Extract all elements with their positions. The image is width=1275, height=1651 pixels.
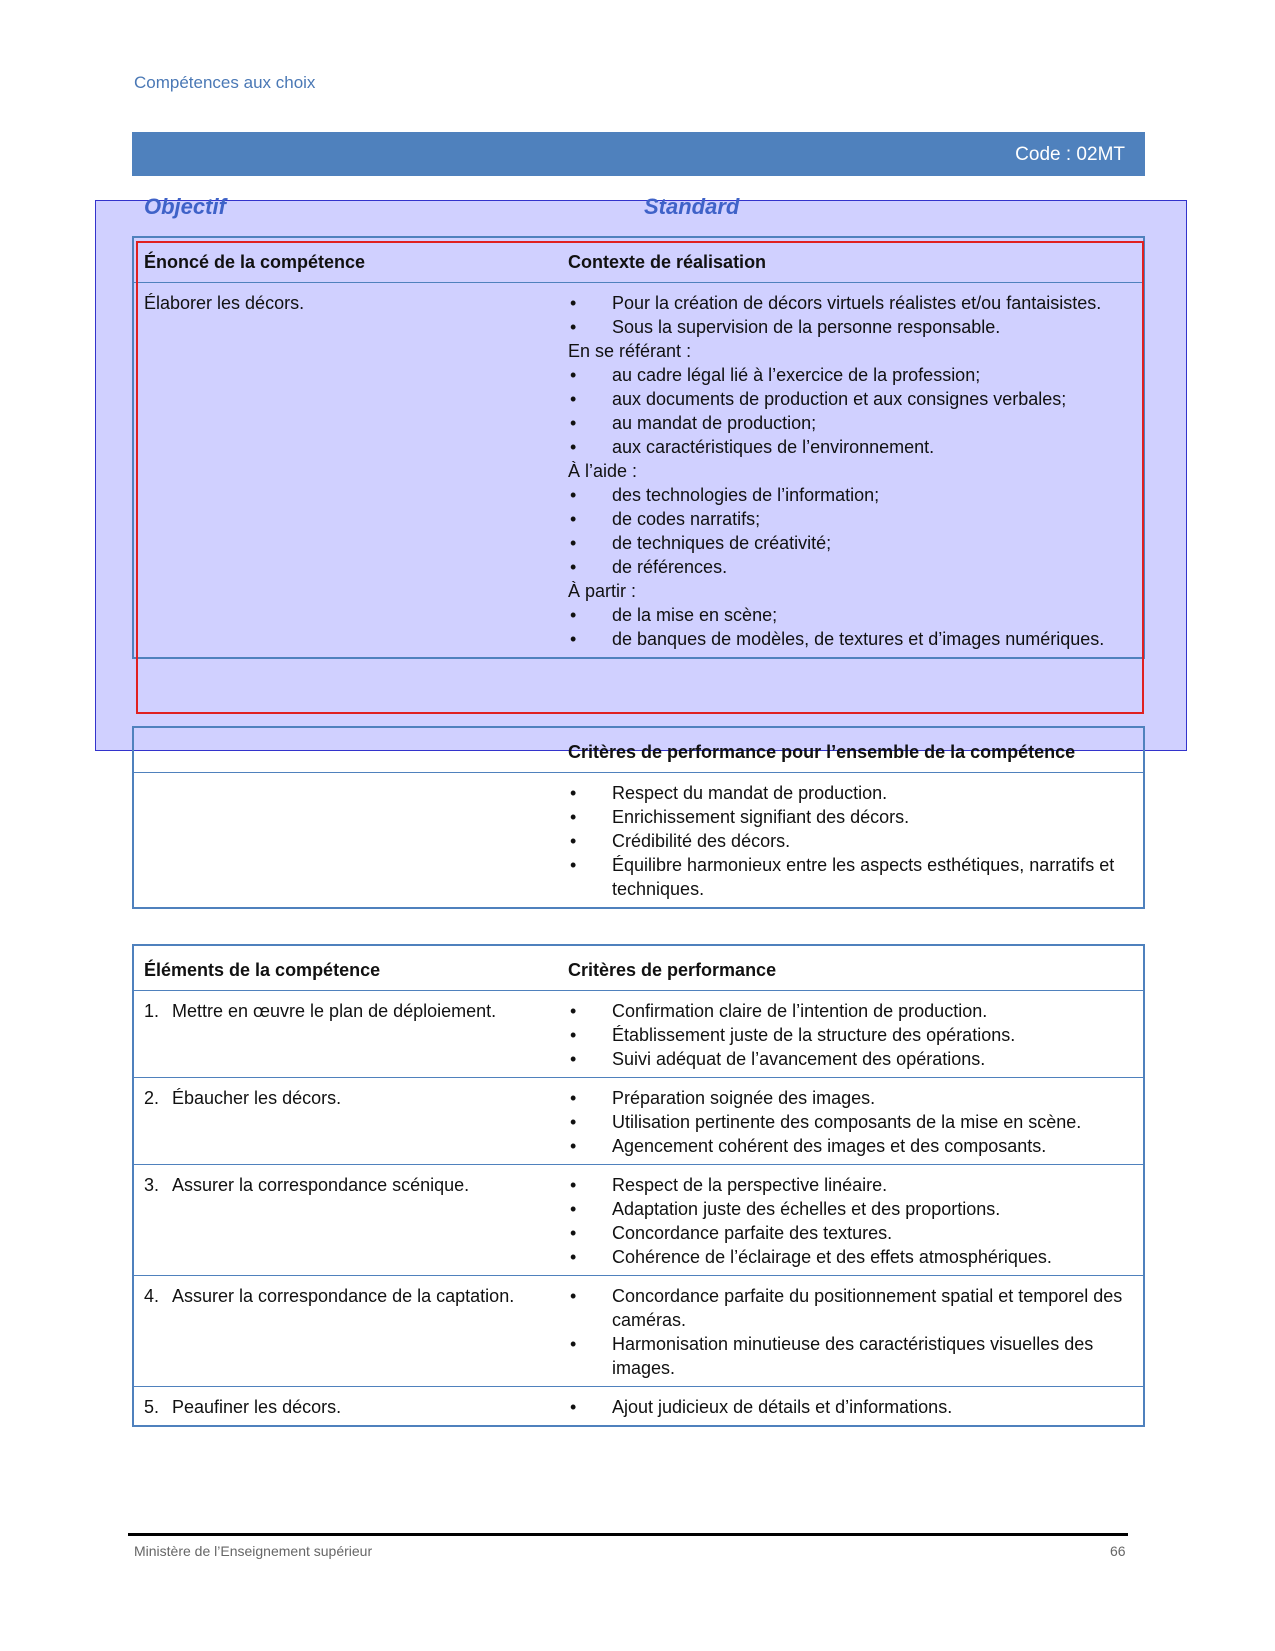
program-code: Code : 02MT xyxy=(1015,144,1125,165)
context-bullet-text: au cadre légal lié à l’exercice de la profession; xyxy=(612,365,981,385)
global-criterion-item xyxy=(568,829,1133,853)
criterion-text: Harmonisation minutieuse des caractéristiques visuelles des images. xyxy=(612,1334,1094,1378)
global-criterion-text: Crédibilité des décors. xyxy=(612,831,791,851)
criterion-text: Suivi adéquat de l’avancement des opérations. xyxy=(612,1049,986,1069)
criteria-cell xyxy=(568,1165,1144,1276)
element-item xyxy=(144,999,568,1023)
bullet-icon: • xyxy=(570,807,577,827)
context-bullet-text: de la mise en scène; xyxy=(612,605,778,625)
bullet-icon: • xyxy=(570,1049,577,1069)
criteria-cell xyxy=(568,991,1144,1078)
element-cell xyxy=(133,1387,568,1427)
element-cell xyxy=(133,991,568,1078)
header-elements: Éléments de la compétence xyxy=(133,945,568,991)
element-item xyxy=(144,1284,568,1308)
bullet-icon: • xyxy=(570,1175,577,1195)
bullet-icon: • xyxy=(570,1334,577,1354)
context-bullet-item xyxy=(568,555,1133,579)
bullet-icon: • xyxy=(570,413,577,433)
element-number: 4. xyxy=(144,1286,160,1306)
criterion-text: Cohérence de l’éclairage et des effets atmosphériques. xyxy=(612,1247,1052,1267)
header-criteria: Critères de performance xyxy=(568,945,1144,991)
element-text: Mettre en œuvre le plan de déploiement. xyxy=(172,1001,497,1021)
criterion-item xyxy=(568,1221,1133,1245)
context-bullet-item xyxy=(568,435,1133,459)
empty-cell xyxy=(133,727,568,773)
context-bullet-text: de banques de modèles, de textures et d’images numériques. xyxy=(612,629,1105,649)
element-cell xyxy=(133,1276,568,1387)
criterion-text: Confirmation claire de l’intention de production. xyxy=(612,1001,988,1021)
bullet-icon: • xyxy=(570,389,577,409)
table-row xyxy=(133,1078,1144,1165)
element-number: 3. xyxy=(144,1175,160,1195)
criterion-text: Respect de la perspective linéaire. xyxy=(612,1175,888,1195)
criterion-text: Adaptation juste des échelles et des proportions. xyxy=(612,1199,1001,1219)
bullet-icon: • xyxy=(570,485,577,505)
context-bullet-item xyxy=(568,315,1133,339)
context-intro-line: En se référant : xyxy=(568,341,692,361)
enonce-text: Élaborer les décors. xyxy=(144,293,305,313)
criterion-text: Agencement cohérent des images et des composants. xyxy=(612,1136,1047,1156)
standard-label: Standard xyxy=(644,194,740,219)
table-row xyxy=(133,1276,1144,1387)
bullet-icon: • xyxy=(570,533,577,553)
criterion-item xyxy=(568,1110,1133,1134)
criteria-cell xyxy=(568,1078,1144,1165)
context-intro-line: À partir : xyxy=(568,581,637,601)
context-bullet-item xyxy=(568,291,1133,315)
elements-table xyxy=(132,944,1145,1427)
footer-divider xyxy=(128,1533,1128,1536)
criterion-item xyxy=(568,1173,1133,1197)
bullet-icon: • xyxy=(570,1247,577,1267)
global-criterion-item xyxy=(568,853,1133,901)
criterion-item xyxy=(568,1086,1133,1110)
context-bullet-text: aux documents de production et aux consignes verbales; xyxy=(612,389,1067,409)
context-bullet-text: aux caractéristiques de l’environnement. xyxy=(612,437,935,457)
context-bullet-item xyxy=(568,483,1133,507)
footer-ministry: Ministère de l’Enseignement supérieur xyxy=(134,1543,373,1559)
bullet-icon: • xyxy=(570,1025,577,1045)
header-enonce: Énoncé de la compétence xyxy=(133,237,568,283)
criterion-item xyxy=(568,1023,1133,1047)
header-contexte: Contexte de réalisation xyxy=(568,237,1144,283)
table-header-row xyxy=(133,237,1144,283)
criterion-item xyxy=(568,999,1133,1023)
bullet-icon: • xyxy=(570,1199,577,1219)
page-number: 66 xyxy=(1110,1543,1126,1559)
context-bullet-item xyxy=(568,507,1133,531)
criterion-text: Préparation soignée des images. xyxy=(612,1088,876,1108)
table-row xyxy=(133,1165,1144,1276)
section-label: Compétences aux choix xyxy=(134,73,316,92)
context-bullet-item xyxy=(568,627,1133,651)
global-criterion-item xyxy=(568,781,1133,805)
table-header-row xyxy=(133,727,1144,773)
context-bullet-text: de codes narratifs; xyxy=(612,509,761,529)
bullet-icon: • xyxy=(570,1397,577,1417)
objective-heading xyxy=(144,194,740,220)
bullet-icon: • xyxy=(570,605,577,625)
global-criterion-text: Équilibre harmonieux entre les aspects esthétiques, narratifs et techniques. xyxy=(612,855,1115,899)
empty-cell xyxy=(133,773,568,909)
global-criterion-text: Enrichissement signifiant des décors. xyxy=(612,807,910,827)
element-cell xyxy=(133,1165,568,1276)
bullet-icon: • xyxy=(570,293,577,313)
element-item xyxy=(144,1395,568,1419)
criterion-text: Utilisation pertinente des composants de la mise en scène. xyxy=(612,1112,1082,1132)
criterion-text: Concordance parfaite du positionnement spatial et temporel des caméras. xyxy=(612,1286,1123,1330)
context-bullet-item xyxy=(568,387,1133,411)
criteria-cell xyxy=(568,1276,1144,1387)
context-bullet-item xyxy=(568,363,1133,387)
global-criterion-item xyxy=(568,805,1133,829)
context-bullet-text: de références. xyxy=(612,557,728,577)
criterion-item xyxy=(568,1245,1133,1269)
bullet-icon: • xyxy=(570,1223,577,1243)
context-bullet-text: au mandat de production; xyxy=(612,413,817,433)
element-cell xyxy=(133,1078,568,1165)
criterion-text: Établissement juste de la structure des opérations. xyxy=(612,1025,1016,1045)
bullet-icon: • xyxy=(570,365,577,385)
code-bar xyxy=(132,132,1145,176)
table-row xyxy=(133,283,1144,659)
bullet-icon: • xyxy=(570,317,577,337)
criterion-item xyxy=(568,1134,1133,1158)
criterion-item xyxy=(568,1284,1133,1332)
bullet-icon: • xyxy=(570,1286,577,1306)
bullet-icon: • xyxy=(570,557,577,577)
context-bullet-item xyxy=(568,531,1133,555)
header-global-criteria: Critères de performance pour l’ensemble de la compétence xyxy=(568,727,1144,773)
context-bullet-item xyxy=(568,603,1133,627)
element-text: Assurer la correspondance de la captation. xyxy=(172,1286,515,1306)
objectif-label: Objectif xyxy=(144,194,226,219)
element-text: Assurer la correspondance scénique. xyxy=(172,1175,470,1195)
criteria-cell xyxy=(568,1387,1144,1427)
bullet-icon: • xyxy=(570,1088,577,1108)
context-bullet-text: Pour la création de décors virtuels réalistes et/ou fantaisistes. xyxy=(612,293,1102,313)
element-number: 2. xyxy=(144,1088,160,1108)
criterion-text: Concordance parfaite des textures. xyxy=(612,1223,893,1243)
context-list xyxy=(568,283,1144,659)
element-text: Peaufiner les décors. xyxy=(172,1397,342,1417)
bullet-icon: • xyxy=(570,1112,577,1132)
global-criteria-table xyxy=(132,726,1145,909)
table-header-row xyxy=(133,945,1144,991)
bullet-icon: • xyxy=(570,831,577,851)
global-criteria-list xyxy=(568,773,1144,909)
bullet-icon: • xyxy=(570,437,577,457)
competence-table xyxy=(132,236,1145,659)
table-row xyxy=(133,1387,1144,1427)
bullet-icon: • xyxy=(570,1001,577,1021)
context-bullet-text: des technologies de l’information; xyxy=(612,485,880,505)
criterion-text: Ajout judicieux de détails et d’informations. xyxy=(612,1397,953,1417)
context-bullet-item xyxy=(568,411,1133,435)
context-bullet-text: Sous la supervision de la personne responsable. xyxy=(612,317,1001,337)
element-item xyxy=(144,1086,568,1110)
table-row xyxy=(133,991,1144,1078)
element-text: Ébaucher les décors. xyxy=(172,1088,342,1108)
element-number: 1. xyxy=(144,1001,160,1021)
criterion-item xyxy=(568,1047,1133,1071)
element-number: 5. xyxy=(144,1397,160,1417)
table-row xyxy=(133,773,1144,909)
context-bullet-text: de techniques de créativité; xyxy=(612,533,832,553)
criterion-item xyxy=(568,1197,1133,1221)
bullet-icon: • xyxy=(570,855,577,875)
bullet-icon: • xyxy=(570,629,577,649)
bullet-icon: • xyxy=(570,783,577,803)
bullet-icon: • xyxy=(570,1136,577,1156)
criterion-item xyxy=(568,1332,1133,1380)
criterion-item xyxy=(568,1395,1133,1419)
global-criterion-text: Respect du mandat de production. xyxy=(612,783,888,803)
context-intro-line: À l’aide : xyxy=(568,461,638,481)
element-item xyxy=(144,1173,568,1197)
bullet-icon: • xyxy=(570,509,577,529)
